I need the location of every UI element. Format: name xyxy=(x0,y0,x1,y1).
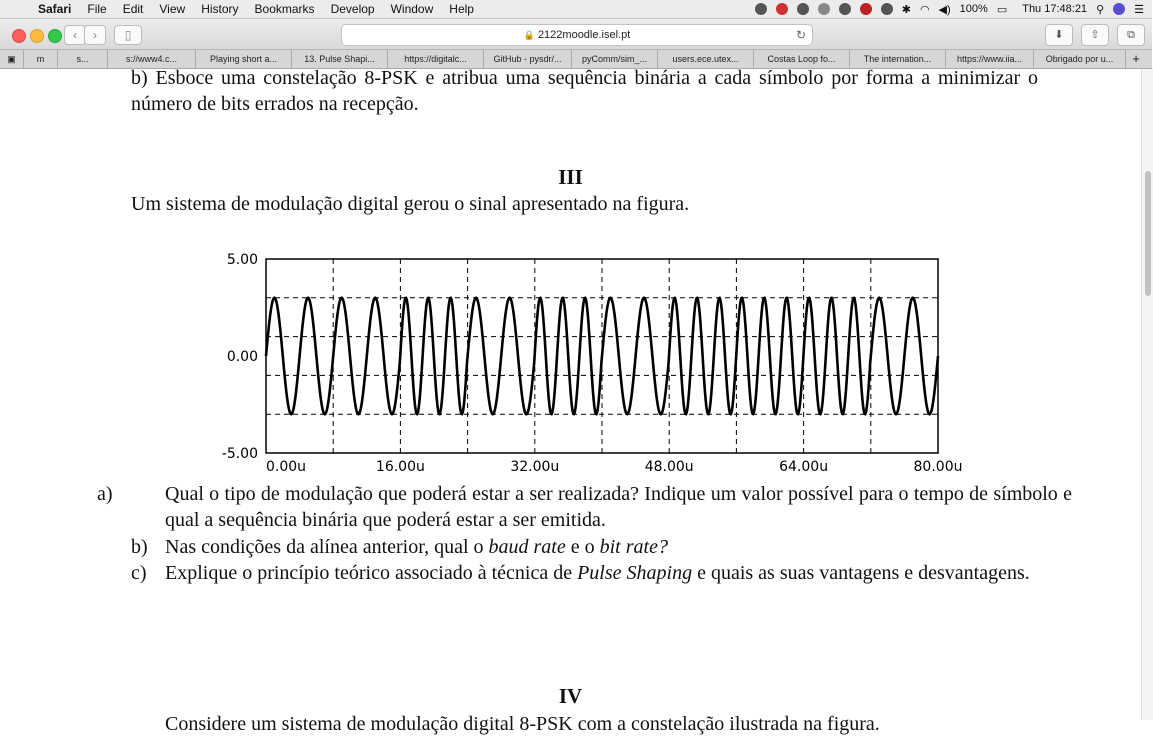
scrollbar-thumb[interactable] xyxy=(1145,171,1151,296)
x-tick-label: 64.00u xyxy=(779,459,829,475)
vertical-scrollbar[interactable] xyxy=(1141,69,1153,720)
notification-center-icon[interactable]: ☰ xyxy=(1134,3,1144,16)
show-tabs-button[interactable]: ⧉ xyxy=(1117,24,1145,46)
status-area xyxy=(755,0,1144,18)
question-b-constellation: b) Esboce uma constelação 8-PSK e atribua uma sequência binária a cada símbolo por forma a minimizar o número de bits errados na recepção. xyxy=(131,67,1038,115)
close-window-button[interactable] xyxy=(12,29,26,43)
y-tick-label: 5.00 xyxy=(226,252,258,268)
tab-item[interactable]: GitHub - pysdr/... xyxy=(484,50,572,68)
new-tab-button[interactable]: + xyxy=(1132,51,1140,66)
bluetooth-icon[interactable]: ✱ xyxy=(901,3,911,16)
question-a-text: Qual o tipo de modulação que poderá estar a ser realizada? Indique um valor possível para o tempo de símbolo e qual a sequência binária que poderá estar a ser emitida. xyxy=(165,483,1072,531)
y-tick-label: 0.00 xyxy=(226,349,258,365)
tab-item[interactable]: https://www.iia... xyxy=(946,50,1034,68)
forward-button[interactable]: › xyxy=(84,25,106,45)
question-b-bit-rate: bit rate? xyxy=(599,536,668,558)
reload-icon[interactable]: ↻ xyxy=(795,28,806,42)
tab-item[interactable]: https://digitalc... xyxy=(388,50,484,68)
question-c xyxy=(131,560,1038,586)
tab-item[interactable]: The internation... xyxy=(850,50,946,68)
question-c-post: e quais as suas vantagens e desvantagens. xyxy=(692,562,1030,584)
clock[interactable]: Thu 17:48:21 xyxy=(1022,3,1088,15)
url-text: 2122moodle.isel.pt xyxy=(537,29,631,41)
tab-item[interactable]: Playing short a... xyxy=(196,50,292,68)
battery-percent: 100% xyxy=(959,3,988,15)
tab-item[interactable]: pyComm/sim_... xyxy=(572,50,658,68)
x-tick-label: 48.00u xyxy=(644,459,694,475)
spotlight-icon[interactable]: ⚲ xyxy=(1096,3,1105,16)
section-heading-iv: IV xyxy=(558,684,583,708)
dropbox-icon[interactable] xyxy=(755,3,767,15)
tab-panel-icon[interactable]: ▣ xyxy=(0,50,24,68)
tab-item[interactable]: Obrigado por u... xyxy=(1034,50,1126,68)
downloads-button[interactable]: ⬇ xyxy=(1045,24,1073,46)
address-bar[interactable] xyxy=(341,24,813,46)
antivirus-icon[interactable] xyxy=(860,3,872,15)
question-c-pre: Explique o princípio teórico associado à técnica de xyxy=(165,562,578,584)
y-tick-label: -5.00 xyxy=(221,446,258,462)
section-heading-iii: III xyxy=(558,165,583,189)
wifi-icon[interactable]: ◠ xyxy=(919,3,930,16)
page-content xyxy=(0,67,1141,735)
menu-file[interactable]: File xyxy=(87,2,107,16)
share-button[interactable]: ⇧ xyxy=(1081,24,1109,46)
tab-item[interactable]: 13. Pulse Shapi... xyxy=(292,50,388,68)
record-icon[interactable] xyxy=(776,3,788,15)
section-lead: Um sistema de modulação digital gerou o sinal apresentado na figura. xyxy=(131,193,690,215)
section-iv-text: Considere um sistema de modulação digital 8-PSK com a constelação ilustrada na figura. xyxy=(165,713,880,735)
safari-toolbar xyxy=(0,19,1152,50)
back-button[interactable]: ‹ xyxy=(64,25,86,45)
tab-item[interactable]: Costas Loop fo... xyxy=(754,50,850,68)
siri-icon[interactable] xyxy=(1113,3,1125,15)
x-tick-label: 0.00u xyxy=(266,459,307,475)
question-c-label: c) xyxy=(131,562,147,584)
menu-edit[interactable]: Edit xyxy=(122,2,144,16)
x-tick-label: 80.00u xyxy=(913,459,963,475)
question-a xyxy=(97,481,1072,533)
menu-help[interactable]: Help xyxy=(449,2,474,16)
tab-item[interactable]: users.ece.utex... xyxy=(658,50,754,68)
battery-icon[interactable]: ▭ xyxy=(996,3,1008,16)
lock-icon: 🔒 xyxy=(523,30,535,40)
volume-icon[interactable]: ◀) xyxy=(938,3,951,16)
minimize-window-button[interactable] xyxy=(30,29,44,43)
question-b-baud-rate: baud rate xyxy=(488,536,566,558)
zoom-window-button[interactable] xyxy=(48,29,62,43)
menu-window[interactable]: Window xyxy=(390,2,434,16)
menu-history[interactable]: History xyxy=(201,2,239,16)
question-b-label: b) xyxy=(131,536,148,558)
tab-moodle-icon[interactable]: m xyxy=(24,50,58,68)
x-tick-label: 16.00u xyxy=(375,459,425,475)
cloud-icon[interactable] xyxy=(818,3,830,15)
tab-item[interactable]: s... xyxy=(58,50,108,68)
macos-menubar xyxy=(0,0,1152,19)
menu-develop[interactable]: Develop xyxy=(330,2,375,16)
x-tick-label: 32.00u xyxy=(510,459,560,475)
menu-bookmarks[interactable]: Bookmarks xyxy=(254,2,315,16)
menu-app[interactable]: Safari xyxy=(38,2,72,16)
signal-chart xyxy=(213,248,963,478)
question-b-mid: e o xyxy=(565,536,600,558)
docker-icon[interactable] xyxy=(839,3,851,15)
menu-view[interactable]: View xyxy=(159,2,186,16)
tab-item[interactable]: s://www4.c... xyxy=(108,50,196,68)
question-c-pulse-shaping: Pulse Shaping xyxy=(577,562,693,584)
question-b-pre: Nas condições da alínea anterior, qual o xyxy=(165,536,489,558)
gmail-icon[interactable] xyxy=(797,3,809,15)
sidebar-toggle-button[interactable]: ▯ xyxy=(114,25,142,45)
question-a-label: a) xyxy=(97,483,113,505)
creative-cloud-icon[interactable] xyxy=(881,3,893,15)
question-b xyxy=(131,534,1038,560)
